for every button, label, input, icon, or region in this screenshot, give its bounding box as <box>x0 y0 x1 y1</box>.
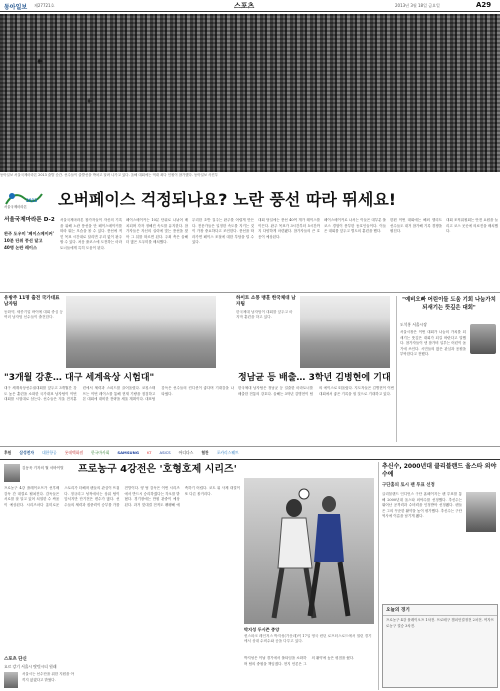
feature-body-col7: 대회 조직위원회는 안전 요원을 늘리고 코스 곳곳에 의료진을 배치했다. <box>446 218 498 233</box>
logo-year: 2013 <box>26 198 38 203</box>
soccer-figures-icon <box>244 478 374 624</box>
sponsor-5[interactable]: SAMSUNG <box>117 450 139 455</box>
portrait-photo <box>470 324 496 354</box>
column-author: 김동욱 기자의 월 서바이벌 <box>22 466 64 470</box>
quote-headline: "예비오빠 어린이들 도움 기회 나눔가치 되새기는 뜻깊은 대회" <box>402 297 496 311</box>
columnist-photo <box>4 464 20 482</box>
side-note-3: 40명 논란 레이스 <box>4 245 38 250</box>
mid-photo-caption-title: 하이트 소풍 맹훈 한국체대 남자팀 <box>236 296 296 307</box>
lead-photo-caption: 동아일보 서울국제마라톤 2013 출발 순간. 선수들이 출발선을 박차고 달려 나가고 있다. 올해 대회에는 역대 최다 인원이 참가했다. 동아일보 사진부 <box>0 173 218 177</box>
section-title: 스포츠 <box>234 2 255 10</box>
countdown-label: 서울국제마라톤 D-2 <box>4 217 55 223</box>
mid-article-headline: 정남균 등 배출… 3학년 김병현에 기대 <box>238 373 391 383</box>
left-article-headline: "3개월 강훈… 대구 세계육상 시험대" <box>4 373 155 383</box>
sponsor-7[interactable]: ASICS <box>159 450 171 455</box>
brief-body: 서울시는 선수단을 위한 지원을 아끼지 않겠다고 밝혔다. <box>22 672 74 682</box>
masthead-logo[interactable]: 동아일보 <box>4 4 28 11</box>
sponsor-suffix: 협찬 <box>201 449 209 455</box>
feature-body-col6: 한편 이번 대회에는 해외 엘리트 선수들도 대거 참가해 기록 경쟁을 펼친다. <box>390 218 442 233</box>
feature-body-col1: 서울국제마라톤 참가자들이 자신의 기록을 위해 노란 풍선을 단 페이스메이커를 따라 뛰는 모습을 볼 수 있다. 풍선에 적힌 목표 시간대로 달리면 무리 없이 완주할 수 있다. 처음 풀코스에 도전하는 마라토너들에게 특히 도움이 된다. <box>60 218 122 250</box>
sponsor-1[interactable]: 삼성전자 <box>19 449 35 455</box>
section-divider-1 <box>0 292 500 293</box>
masthead-bar <box>0 0 500 12</box>
todays-games-list: 프로농구 4강 플레이오프 1차전. 프로배구 챔피언결정전 2차전. 여자프로농구 결승 3차전. <box>386 618 494 628</box>
issue-date: 2013년 3월 18일 금요일 <box>395 3 440 8</box>
brief-label: 스포츠 단신 <box>4 657 27 662</box>
column-divider-1 <box>396 296 397 442</box>
soccer-bottom-text: 박지성은 이날 경기에서 풀타임을 소화하며 팀의 중원을 책임졌다. 현지 언론은 그의 활약에 높은 평점을 줬다. <box>244 656 355 666</box>
issue-number: 제27721호 <box>34 3 55 8</box>
feature-body-col3: 무리한 초반 질주는 완주를 어렵게 만든다. 전문가들은 일정한 속도를 지키는 것이 가장 중요하다고 조언한다. 풍선을 따라가면 페이스 조절에 대한 부담을 덜 수 있다. <box>192 218 254 244</box>
sponsor-2[interactable]: 대한항공 <box>42 449 57 455</box>
team-photo-left <box>66 296 216 368</box>
todays-games-box <box>382 604 498 688</box>
sponsor-4[interactable]: 한국마사회 <box>91 449 110 455</box>
left-photo-caption-title: 유방주 11명 출전 국가대표 남자팀 <box>4 296 60 307</box>
sponsor-bottom-rule <box>0 459 500 460</box>
sponsor-9[interactable]: 포카리스웨트 <box>216 449 239 455</box>
column-body: 프로농구 4강 플레이오프가 선후배 감독 간 대결로 펼쳐진다. 감독들은 서로를 잘 알고 있어 치열한 수 싸움이 예상된다. 시리즈마다 흥미로운 스토리가 더해져 팬들의 관심이 뜨겁다. 정규리그 성적에서는 상위 팀이 앞서지만 단기전은 변수가 많다. 선수들의 체력과 집중력이 승부를 가를 전망이다. 양 팀 감독은 이번 시리즈에서 반드시 승리하겠다는 각오를 밝혔다. 경기장에는 만원 관중이 예상된다. 과거 맞대결 전적도 팽팽해 예측하기 어렵다. 코트 위 사제 대결이 또 다른 볼거리다. <box>4 486 240 507</box>
todays-games-label: 오늘의 경기 <box>383 605 497 616</box>
quote-byline: 도석홍 서울시장 <box>400 322 427 327</box>
marathon-logo <box>4 188 44 210</box>
soccer-caption-label: 박지성 두시즌 중앙 <box>244 627 280 632</box>
mid-photo-caption-body: 한국체대 남자팀이 대회를 앞두고 마지막 훈련을 하고 있다. <box>236 310 293 320</box>
left-article-body: 대구 세계육상선수권대회를 앞두고 3개월간 강도 높은 훈련을 소화한 국가대표 남자팀이 이번 대회를 시험대로 삼는다. 선수들은 겨울 전지훈련에서 체력과 스피드를 끌어올렸다. 코칭스태프는 이번 레이스를 통해 현재 기량을 점검하고 본 대회에 대비한 전략을 세울 계획이다. 대표팀 감독은 선수들의 컨디션이 좋다며 기대감을 나타냈다. <box>4 386 234 401</box>
marathon-crowd-photo <box>0 14 500 172</box>
side-note-1: 완주 도우미 '페이스메이커' <box>4 231 54 236</box>
quote-body: 서울시장은 이번 대회가 나눔의 가치를 되새기는 뜻깊은 대회가 되길 바란다고 말했다. 참가자들이 낸 참가비 일부는 어린이 돕기에 쓰인다. 시민들의 많은 관심과 응원을 부탁한다고 전했다. <box>400 330 466 356</box>
mid-article-body: 한국체대 남자팀은 정남균 등 걸출한 마라토너를 배출한 전통의 강호다. 올해는 3학년 김병현이 팀의 에이스로 떠올랐다. 지도자들은 김병현이 이번 대회에서 좋은 기록을 낼 것으로 기대하고 있다. <box>238 386 394 396</box>
sponsor-3[interactable]: 롯데백화점 <box>64 449 84 455</box>
side-note-2: 10분 단위 풍선 달고 <box>4 238 43 243</box>
sponsor-6[interactable]: KT <box>146 450 152 455</box>
sponsor-strip <box>0 447 500 458</box>
side-notes <box>4 230 56 251</box>
brief-photo <box>4 672 18 688</box>
right-subhead: 구단홈피 토시 팬 투표 선정 <box>382 483 435 488</box>
feature-body-col4: 대회 당일에는 풍선 40여 개가 레이스를 이끈다. 완주 목표가 3시간부터 5시간까지 다양하게 마련됐다. 참가자들의 큰 호응이 예상된다. <box>258 218 320 239</box>
player-photo <box>466 492 496 532</box>
soccer-caption-body: 퀸스파크 레인저스 박지성(가운데)이 17일 영국 런던 로프터스로드에서 열린 경기에서 상대 수비수와 공을 다투고 있다. <box>244 634 372 644</box>
feature-body-col2: 페이스메이커는 10분 단위로 나뉘어 배치되며 각자 정해진 속도를 유지한다. 참가자들은 자신의 실력에 맞는 풍선을 찾아 그 뒤를 따르면 된다. 주최 측은 올해 더 많은 도우미를 배치했다. <box>126 218 188 244</box>
feature-body-col5: 페이스메이커로 나서는 이들은 대부분 풀코스 경험이 풍부한 동호인들이다. 이들은 대회를 앞두고 별도의 훈련을 했다. <box>324 218 386 233</box>
page-number: A29 <box>476 1 492 9</box>
column-headline: 프로농구 4강전은 '호형호제 시리즈' <box>78 464 237 475</box>
sponsor-8[interactable]: 아디다스 <box>178 449 194 455</box>
soccer-photo <box>244 478 374 624</box>
logo-name: 서울국제마라톤 <box>4 205 27 209</box>
column-divider-2 <box>378 462 379 690</box>
sponsor-label: 후원 <box>4 449 12 455</box>
right-body: 클리블랜드 인디언스 구단 홈페이지는 팬 투표를 통해 2000년대 올스타 외야수를 선정했다. 추신수는 뛰어난 공격력과 수비력을 인정받아 선정됐다. 팬들은 그의 꾸준한 활약을 높이 평가했다. 추신수는 구단 역사에 이름을 남기게 됐다. <box>382 492 462 518</box>
left-photo-caption-body: 동화약, 세종기업 바이에 대회 중심 등 여러 남자팀 선수들이 출전한다. <box>4 310 63 320</box>
feature-headline: 오버페이스 걱정되나요? 노란 풍선 따라 뛰세요! <box>58 190 397 209</box>
right-headline: 추신수, 2000년대 클리블랜드 올스타 외야수에 <box>382 463 497 478</box>
brief-headline: 요르 강기 서울시 탓텃시티 원래 <box>4 664 57 669</box>
team-photo-mid <box>300 296 390 368</box>
